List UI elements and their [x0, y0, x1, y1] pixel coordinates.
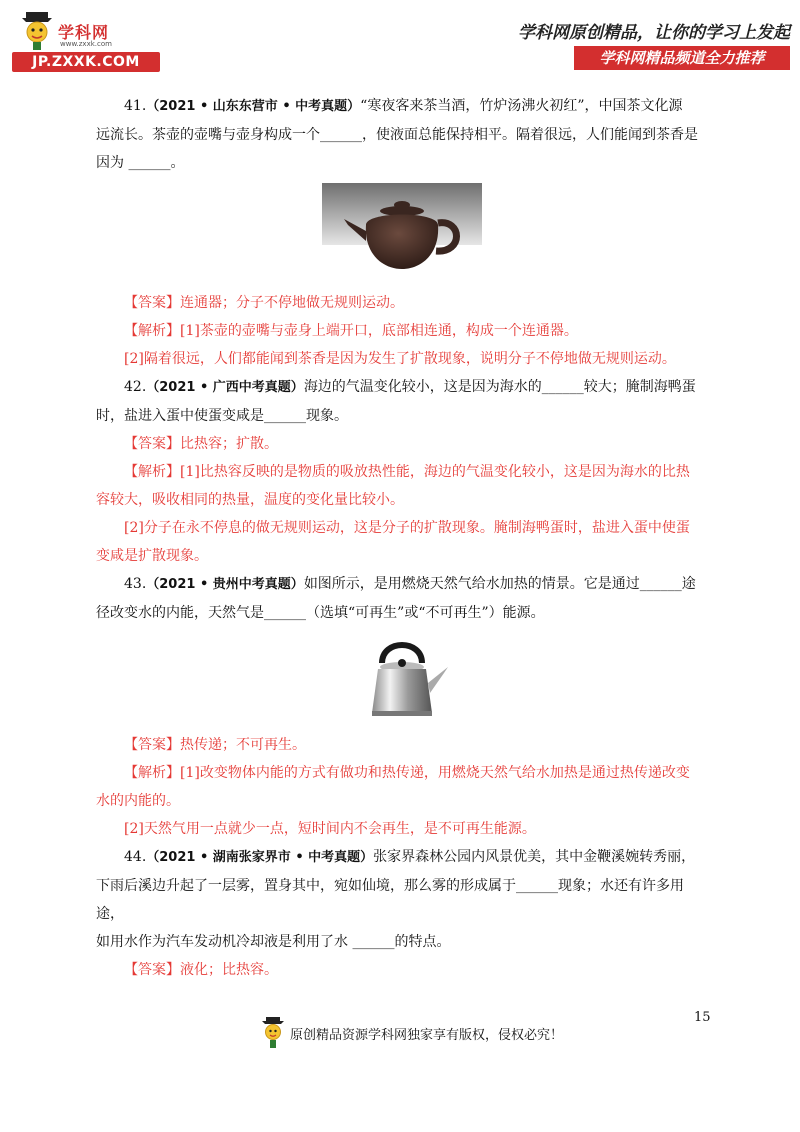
question-41-answer: 【答案】连通器；分子不停地做无规则运动。 [124, 295, 404, 311]
question-42-analysis-2: [2]分子在永不停息的做无规则运动，这是分子的扩散现象。腌制海鸭蛋时，盐进入蛋中使蛋 [124, 520, 690, 536]
header-banner: 学科网精品频道全力推荐 [574, 46, 790, 70]
question-number: 42. [124, 379, 147, 395]
question-42-answer: 【答案】比热容；扩散。 [124, 436, 278, 452]
question-42-stem-line-2: 时，盐进入蛋中使蛋变咸是______现象。 [96, 408, 348, 424]
question-source: （2021 • 广西中考真题） [146, 380, 304, 395]
question-43-analysis-1-cont: 水的内能的。 [96, 793, 180, 809]
question-41-analysis-2: [2]隔着很远，人们都能闻到茶香是因为发生了扩散现象，说明分子不停地做无规则运动。 [124, 351, 676, 367]
kettle-image [352, 633, 452, 725]
question-43-answer: 【答案】热传递；不可再生。 [124, 737, 306, 753]
question-44-stem-line-3: 如用水作为汽车发动机冷却液是利用了水 ______的特点。 [96, 934, 451, 950]
logo-subtitle: www.zxxk.com [60, 40, 112, 48]
question-43-analysis-2: [2]天然气用一点就少一点，短时间内不会再生，是不可再生能源。 [124, 821, 536, 837]
logo-url: JP.ZXXK.COM [12, 52, 160, 72]
teapot-image [322, 183, 482, 283]
question-number: 44. [124, 849, 147, 865]
question-source: （2021 • 湖南张家界市 • 中考真题） [146, 850, 374, 865]
question-42-stem-line-1 [96, 373, 708, 402]
question-44-answer: 【答案】液化；比热容。 [124, 962, 278, 978]
question-44-stem-line-2: 下雨后溪边升起了一层雾，置身其中，宛如仙境，那么雾的形成属于______现象；水还有许多用途， [96, 878, 684, 922]
page-header [0, 0, 800, 80]
footer-mascot-icon [260, 1016, 286, 1050]
question-42-analysis-1: 【解析】[1]比热容反映的是物质的吸放热性能，海边的气温变化较小，这是因为海水的比热 [124, 464, 690, 480]
question-number: 41. [124, 98, 147, 114]
question-43-stem-line-1 [96, 570, 708, 599]
question-number: 43. [124, 576, 147, 592]
question-text: 如图所示，是用燃烧天然气给水加热的情景。它是通过______途 [303, 576, 696, 592]
question-44-stem-line-1 [96, 843, 708, 872]
mascot-icon [18, 10, 56, 52]
logo-title: 学科网 [58, 23, 110, 42]
question-text: “寒夜客来茶当酒，竹炉汤沸火初红”，中国茶文化源 [360, 98, 683, 114]
document-body [96, 92, 708, 984]
question-41-stem-line-3: 因为 ______。 [96, 155, 185, 171]
question-42-analysis-2-cont: 变咸是扩散现象。 [96, 548, 208, 564]
footer-copyright: 原创精品资源学科网独家享有版权，侵权必究！ [290, 1028, 564, 1043]
question-41-analysis-1: 【解析】[1]茶壶的壶嘴与壶身上端开口，底部相连通，构成一个连通器。 [124, 323, 578, 339]
question-41-stem-line-2: 远流长。茶壶的壶嘴与壶身构成一个______，使液面总能保持相平。隔着很远，人们能闻到茶香是 [96, 127, 698, 143]
question-43-analysis-1: 【解析】[1]改变物体内能的方式有做功和热传递，用燃烧天然气给水加热是通过热传递改变 [124, 765, 690, 781]
question-41-stem-line-1 [96, 92, 708, 121]
zxxk-logo[interactable] [10, 10, 170, 72]
question-text: 张家界森林公园内风景优美，其中金鞭溪婉转秀丽， [373, 849, 696, 865]
question-source: （2021 • 山东东营市 • 中考真题） [146, 99, 361, 114]
question-source: （2021 • 贵州中考真题） [146, 577, 304, 592]
question-42-analysis-1-cont: 容较大，吸收相同的热量，温度的变化量比较小。 [96, 492, 404, 508]
page-number: 15 [694, 1010, 711, 1025]
question-43-stem-line-2: 径改变水的内能，天然气是______（选填“可再生”或“不可再生”）能源。 [96, 605, 545, 621]
header-slogan: 学科网原创精品，让你的学习上发起 [518, 23, 790, 43]
question-text: 海边的气温变化较小，这是因为海水的______较大；腌制海鸭蛋 [303, 379, 696, 395]
